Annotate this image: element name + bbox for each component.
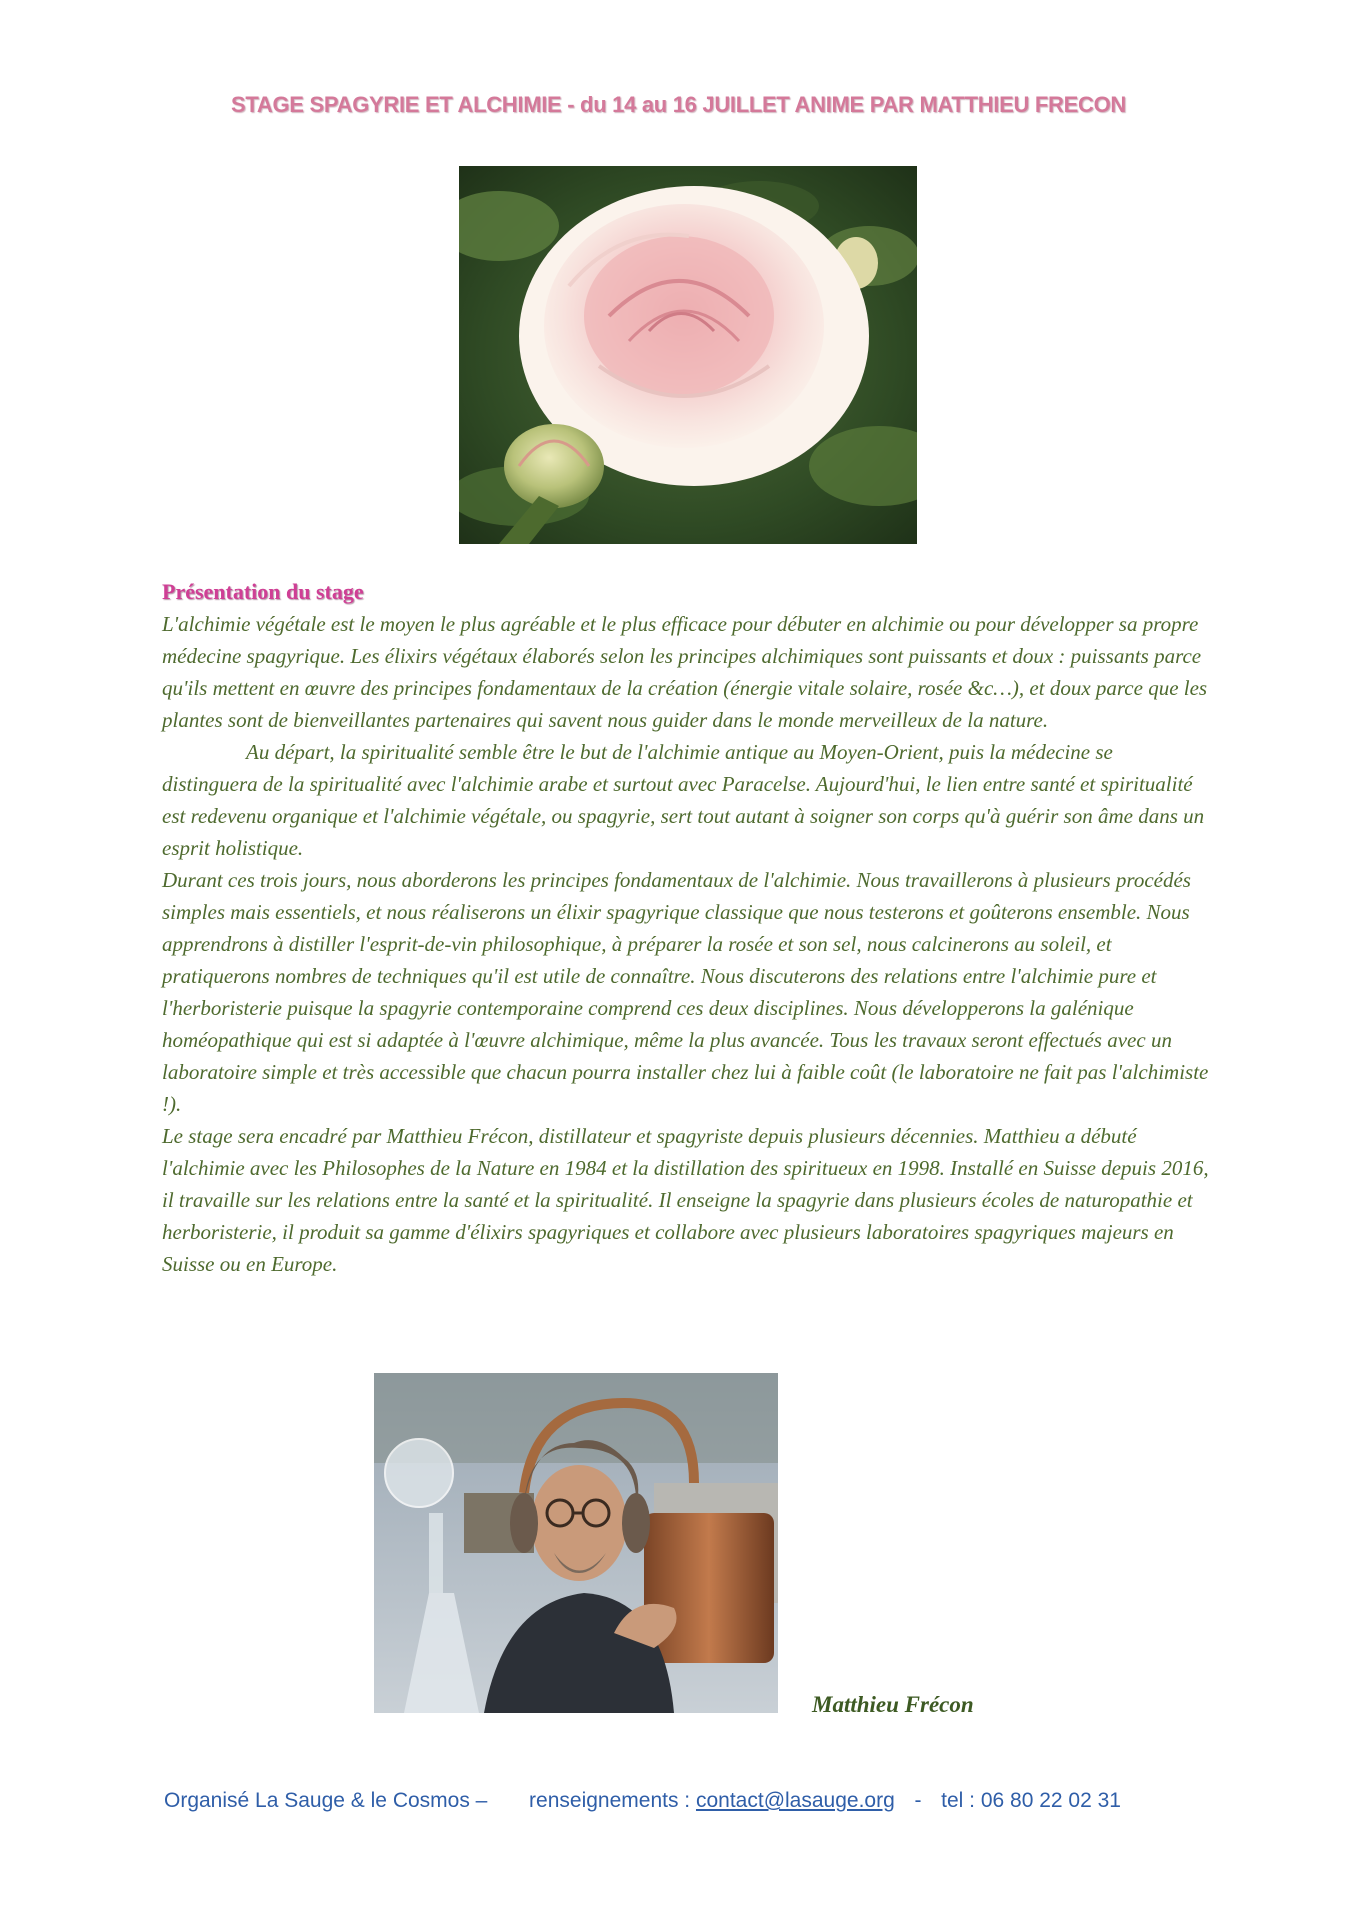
rose-photo	[459, 166, 917, 544]
portrait-photo	[374, 1373, 778, 1713]
paragraph: L'alchimie végétale est le moyen le plus agréable et le plus efficace pour débuter en alchimie ou pour développer sa propre médecine spagyrique. Les élixirs végétaux élaborés selon les principes alchimiques sont puissants et doux : puissants parce qu'ils mettent en œuvre des principes fondamentaux de la création (énergie vitale solaire, rosée &c…), et doux parce que les plantes sont de bienveillantes partenaires qui savent nous guider dans le monde merveilleux de la nature.	[162, 612, 1208, 732]
footer	[164, 1789, 1121, 1813]
section-heading: Présentation du stage	[162, 579, 364, 604]
paragraph: Durant ces trois jours, nous aborderons les principes fondamentaux de l'alchimie. Nous travaillerons à plusieurs procédés simples mais essentiels, et nous réaliserons un élixir spagyrique classique que nous testerons et goûterons ensemble. Nous apprendrons à distiller l'esprit-de-vin philosophique, à préparer la rosée et son sel, nous calcinerons au soleil, et pratiquerons nombres de techniques qu'il est utile de connaître. Nous discuterons des relations entre l'alchimie pure et l'herboristerie puisque la spagyrie contemporaine comprend ces deux disciplines. Nous développerons la galénique homéopathique qui est si adaptée à l'œuvre alchimique, même la plus avancée. Tous les travaux seront effectués avec un laboratoire simple et très accessible que chacun pourra installer chez lui à faible coût (le laboratoire ne fait pas l'alchimiste !).	[162, 868, 1209, 1116]
photo-caption: Matthieu Frécon	[812, 1692, 974, 1717]
paragraph: Le stage sera encadré par Matthieu Frécon, distillateur et spagyriste depuis plusieurs décennies. Matthieu a débuté l'alchimie avec les Philosophes de la Nature en 1984 et la distillation des spiritueux en 1998. Installé en Suisse depuis 2016, il travaille sur les relations entre la santé et la spiritualité. Il enseigne la spagyrie dans plusieurs écoles de naturopathie et herboristerie, il produit sa gamme d'élixirs spagyriques et collabore avec plusieurs laboratoires spagyriques majeurs en Suisse ou en Europe.	[162, 1124, 1209, 1276]
phone-number: tel : 06 80 22 02 31	[941, 1789, 1121, 1812]
separator: -	[914, 1789, 922, 1812]
organizer-text: Organisé La Sauge & le Cosmos –	[164, 1789, 488, 1812]
contact-email-link[interactable]: contact@lasauge.org	[695, 1789, 895, 1812]
document-title: STAGE SPAGYRIE ET ALCHIMIE - du 14 au 16 JUILLET ANIME PAR MATTHIEU FRECON	[231, 92, 1126, 117]
paragraph: Au départ, la spiritualité semble être le but de l'alchimie antique au Moyen-Orient, puis la médecine se distinguera de la spiritualité avec l'alchimie arabe et surtout avec Paracelse. Aujourd'hui, le lien entre santé et spiritualité est redevenu organique et l'alchimie végétale, ou spagyrie, sert tout autant à soigner son corps qu'à guérir son âme dans un esprit holistique.	[162, 740, 1205, 860]
info-label: renseignements :	[529, 1789, 691, 1812]
presentation-text	[162, 608, 1212, 1280]
rose-image	[459, 166, 917, 544]
portrait-image	[374, 1373, 778, 1713]
